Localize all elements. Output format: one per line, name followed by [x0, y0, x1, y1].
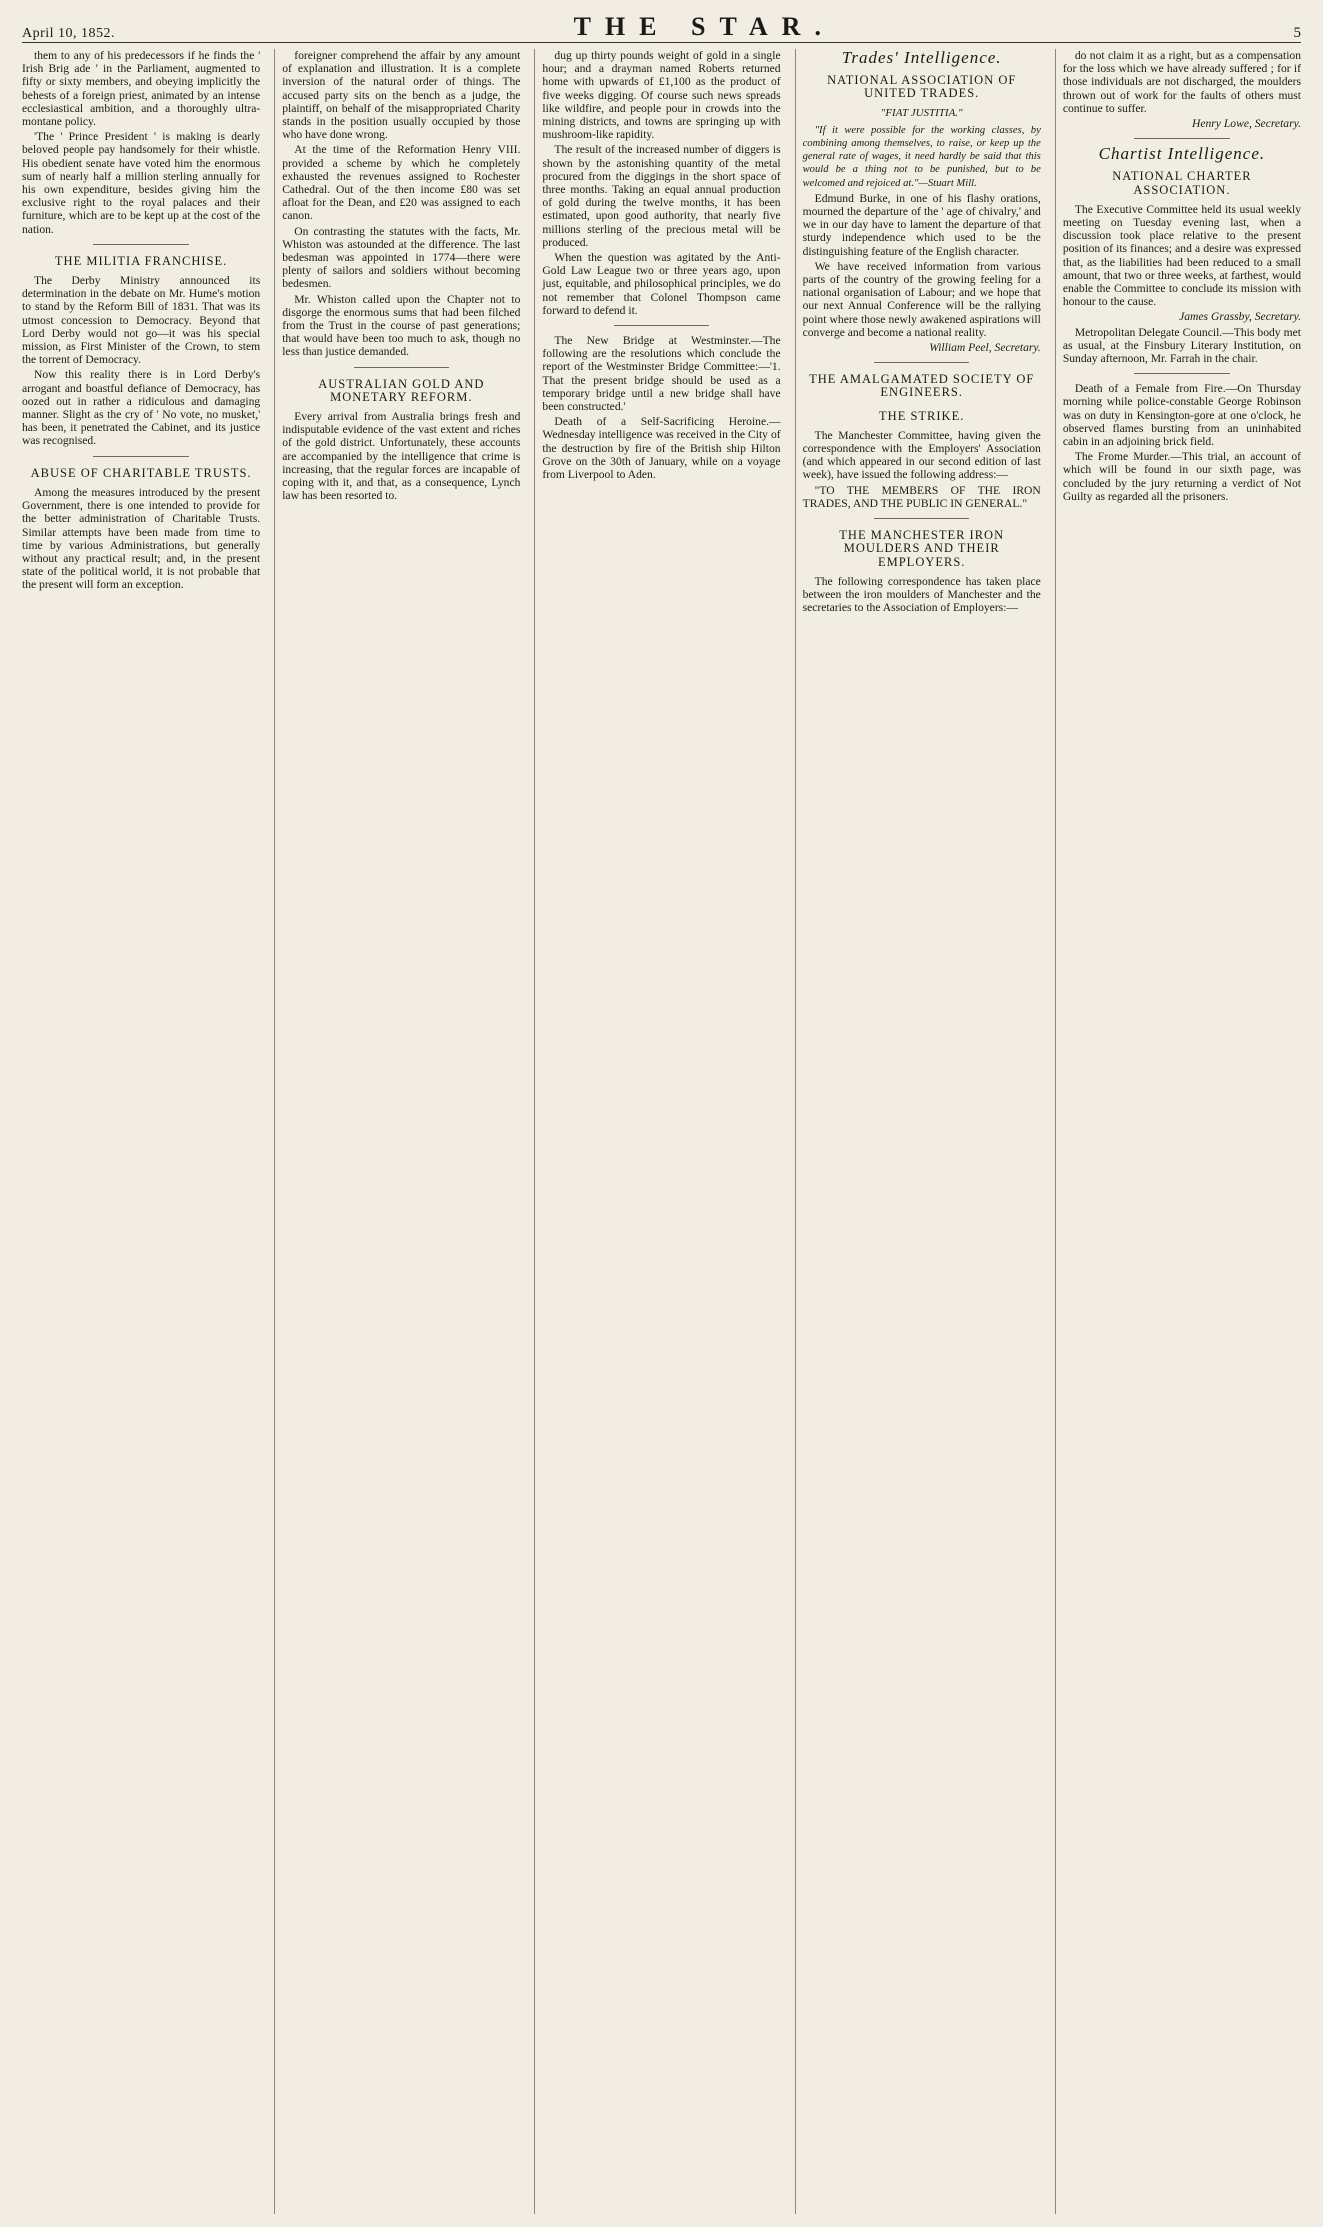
- divider: [93, 456, 188, 457]
- page-number: 5: [1293, 25, 1301, 41]
- article-paragraph: Edmund Burke, in one of his flashy orations, mourned the departure of the ' age of chivalry,' and we in our day have to lament the departure of that sturdy independence which used to be the distinguishing feature of the English character.: [802, 191, 1041, 258]
- signature: James Grassby, Secretary.: [1179, 310, 1302, 324]
- article-paragraph: The result of the increased number of diggers is shown by the astonishing quantity of the metal procured from the diggings in the short space of three months. Taking an equal annual production of gold during the twelve months, it has been estimated, upon good authority, that nearly five millions sterling of the precious metal will be produced.: [542, 143, 781, 249]
- issue-date: April 10, 1852.: [22, 26, 116, 41]
- article-paragraph: Now this reality there is in Lord Derby's arrogant and boastful defiance of Democracy, has oozed out in rather a ridiculous and damaging manner. Slight as the cry of ' No vote, no musket,' has been, it penetrated the Cabinet, and its justice was recognised.: [22, 368, 261, 448]
- divider: [874, 518, 969, 519]
- article-paragraph: We have received information from various parts of the country of the growing feeling for a national organisation of Labour; and we hope that our next Annual Conference will be the rallying point where those newly awakened aspirations will converge and become a national reality.: [802, 259, 1041, 339]
- article-paragraph: foreigner comprehend the affair by any amount of explanation and illustration. It is a complete inversion of the natural order of things. The accused party sits on the bench as a judge, the plaintiff, on behalf of the misappropriated Charity stands in the position usually occupied by those who have done wrong.: [282, 49, 521, 142]
- article-paragraph: At the time of the Reformation Henry VIII. provided a scheme by which he completely exhausted the revenues assigned to Rochester Cathedral. Out of the then income £80 was set afloat for the Dean, and £20 was assigned to each canon.: [282, 143, 521, 223]
- article-heading: THE MANCHESTER IRON MOULDERS AND THEIR EMPLOYERS.: [839, 528, 1005, 569]
- article-paragraph: do not claim it as a right, but as a compensation for the loss which we have already suffered ; for if those individuals are not discharged, the moulders thrown out of work for the faults of others must continue to suffer.: [1062, 49, 1302, 115]
- article-heading: THE AMALGAMATED SOCIETY OF ENGINEERS.: [809, 372, 1035, 400]
- article-paragraph: When the question was agitated by the Anti-Gold Law League two or three years ago, upon just, equitable, and philosophical principles, we do not remember that Colonel Thompson came forward to defend it.: [542, 251, 781, 317]
- section-heading: Chartist Intelligence.: [1098, 144, 1266, 164]
- column-2: [274, 49, 520, 2214]
- epigraph: "If it were possible for the working classes, by combining among themselves, to raise, or keep up the general rate of wages, it need hardly be said that this would be a thing not to be punished, but to be welcomed and rejoiced at."—Stuart Mill.: [802, 124, 1041, 189]
- article-paragraph: dug up thirty pounds weight of gold in a single hour; and a drayman named Roberts returned home with upwards of £1,100 as the product of five weeks digging. Of course such news spreads like wildfire, and people pour in crowds into the mining districts, and towns are springing up with mushroom-like rapidity.: [542, 49, 781, 142]
- divider: [1134, 138, 1229, 139]
- article-paragraph: On contrasting the statutes with the facts, Mr. Whiston was astounded at the difference. The last bedesman was appointed in 1774—there were plenty of sailors and soldiers without becoming bedesmen.: [282, 224, 521, 291]
- article-paragraph: The following correspondence has taken place between the iron moulders of Manchester and the secretaries to the Association of Employers:—: [802, 574, 1041, 615]
- divider: [354, 367, 449, 368]
- signature: William Peel, Secretary.: [929, 341, 1041, 355]
- article-paragraph: Death of a Female from Fire.—On Thursday morning while police-constable George Robinson was on duty in Kensington-gore at one o'clock, he observed flames bursting from an uninhabited cabin in an adjoining brick field.: [1062, 382, 1302, 449]
- article-heading: NATIONAL ASSOCIATION OF UNITED TRADES.: [827, 73, 1017, 101]
- article-heading: NATIONAL CHARTER ASSOCIATION.: [1112, 169, 1252, 197]
- column-3: [534, 49, 780, 2214]
- article-paragraph: The Executive Committee held its usual weekly meeting on Tuesday evening last, when a discussion took place relative to the present position of its finances; and a desire was expressed that, as the liabilities had been reduced to a small amount, that two or three weeks, at farthest, would enable the Committee to conclude its mission with honour to the cause.: [1062, 202, 1302, 309]
- article-paragraph: Among the measures introduced by the present Government, there is one intended to provide for the better administration of Charitable Trusts. Similar attempts have been made from time to time by various Administrations, but generally without any practical result; and, in the present state of the political world, it is not probable that the present will form an exception.: [22, 485, 261, 592]
- column-5: [1055, 49, 1301, 2214]
- article-paragraph: 'The ' Prince President ' is making is dearly beloved people pay handsomely for their whistle. His obedient senate have voted him the enormous sum of nearly half a million sterling annually for his own expenditure, besides giving him the exclusive right to the royal palaces and their furniture, which are to be kept up at the cost of the nation.: [22, 130, 261, 236]
- section-heading: Trades' Intelligence.: [841, 49, 1002, 67]
- divider: [1134, 373, 1229, 374]
- article-subhead: "FIAT JUSTITIA.": [880, 106, 963, 119]
- article-heading: THE STRIKE.: [879, 408, 965, 423]
- article-paragraph: them to any of his predecessors if he finds the ' Irish Brig ade ' in the Parliament, augmented to fifty or sixty members, and obeying implicitly the behests of a foreign priest, animated by an intense ecclesiastical ambition, and a thoroughly ultra-montane policy.: [22, 49, 261, 129]
- masthead: [22, 8, 1301, 43]
- article-paragraph: Death of a Self-Sacrificing Heroine.—Wednesday intelligence was received in the City of the destruction by fire of the British ship Hilton Grove on the 30th of January, while on a voyage from Liverpool to Aden.: [542, 415, 781, 482]
- article-paragraph: The Manchester Committee, having given the correspondence with the Employers' Association (and which appeared in our second edition of last week), have issued the following address:—: [802, 428, 1041, 482]
- article-heading: THE MILITIA FRANCHISE.: [54, 253, 228, 268]
- article-heading: ABUSE OF CHARITABLE TRUSTS.: [30, 465, 252, 480]
- article-heading: AUSTRALIAN GOLD AND MONETARY REFORM.: [318, 376, 485, 404]
- signature: Henry Lowe, Secretary.: [1191, 117, 1302, 131]
- article-paragraph: Metropolitan Delegate Council.—This body met as usual, at the Finsbury Literary Institution, on Sunday afternoon, Mr. Farrah in the chair.: [1062, 325, 1302, 366]
- article-paragraph: The Derby Ministry announced its determination in the debate on Mr. Hume's motion to stand by the Reform Bill of 1831. That was its utmost concession to Democracy. Beyond that Lord Derby would not go—it was his special mission, as First Minister of the Crown, to stem the torrent of Democracy.: [22, 274, 261, 367]
- article-paragraph: The New Bridge at Westminster.—The following are the resolutions which conclude the report of the Westminster Bridge Committee:—'1. That the present bridge should be used as a temporary bridge until a new bridge shall have been constructed.': [542, 334, 781, 414]
- column-4: [795, 49, 1041, 2214]
- newspaper-title: THE STAR.: [573, 12, 835, 41]
- article-paragraph: Mr. Whiston called upon the Chapter not to disgorge the enormous sums that had been filched from the Trust in the course of past generations; that would have been too much to ask, though no less than justice demanded.: [282, 292, 521, 359]
- divider: [614, 325, 709, 326]
- article-paragraph: Every arrival from Australia brings fresh and indisputable evidence of the vast extent and riches of the gold district. Unfortunately, these accounts are accompanied by the intelligence that crime is increasing, that the regular forces are incapable of coping with it, and that, as a consequence, Lynch law has been resorted to.: [282, 410, 521, 503]
- article-paragraph: "TO THE MEMBERS OF THE IRON TRADES, AND THE PUBLIC IN GENERAL.": [802, 483, 1041, 510]
- column-1: [22, 49, 260, 2214]
- divider: [874, 362, 969, 363]
- divider: [93, 244, 188, 245]
- columns: [22, 49, 1301, 2214]
- article-paragraph: The Frome Murder.—This trial, an account of which will be found in our sixth page, was concluded by the jury returning a verdict of Not Guilty as regarded all the prisoners.: [1062, 450, 1302, 503]
